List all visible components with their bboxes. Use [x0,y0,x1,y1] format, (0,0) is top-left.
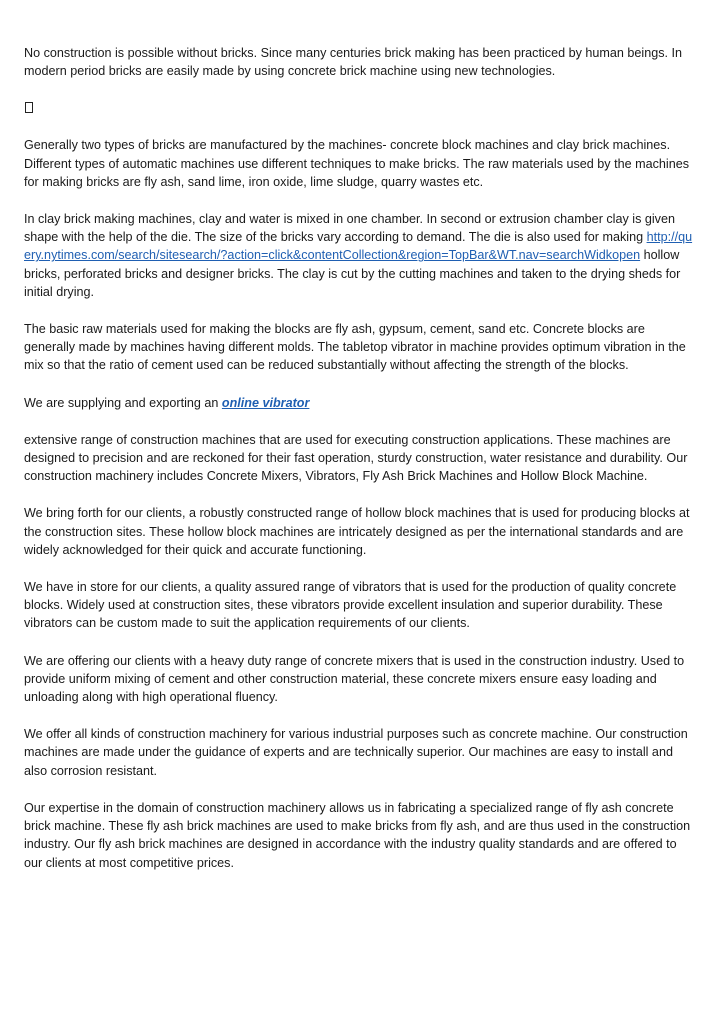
paragraph-vibrators: We have in store for our clients, a quality assured range of vibrators that is used for the production of quality concrete blocks. Widely used at construction sites, these vibrators provide excellent insulation and superior durability. These vibrators can be custom made to suit the application requirements of our clients. [24,580,677,631]
online-vibrator-link[interactable]: online vibrator [221,395,310,410]
paragraph-hollow-block: We bring forth for our clients, a robustly constructed range of hollow block machines that is used for producing blocks at the construction sites. These hollow block machines are intricately designed as per the international standards and are widely acknowledged for their quick and accurate functioning. [24,506,690,557]
article-body [24,44,698,891]
paragraph-concrete-mixers: We are offering our clients with a heavy duty range of concrete mixers that is used in the construction industry. Used to provide uniform mixing of cement and other construction material, these concrete mixers ensure easy loading and unloading along with high operational fluency. [24,653,685,705]
paragraph-brick-types: Generally two types of bricks are manufactured by the machines- concrete block machines and clay brick machines. Different types of automatic machines use different techniques to make bricks. The raw materials used by the machines for making bricks are fly ash, sand lime, iron oxide, lime sludge, quarry wastes etc. [24,138,690,189]
paragraph-raw-materials: The basic raw materials used for making the blocks are fly ash, gypsum, cement, sand etc. Concrete blocks are generally made by machines having different molds. The tabletop vibrator in machine provides optimum vibration in the mix so that the ratio of cement used can be reduced substantially without affecting the strength of the blocks. [24,322,686,373]
paragraph-clay-text-end: hollow bricks, perforated bricks and designer bricks. The clay is cut by the cutting machines and taken to the drying sheds for initial drying. [24,248,681,299]
missing-glyph-paragraph [24,99,698,117]
paragraph-supplying [24,394,698,412]
paragraph-supplying-text: We are supplying and exporting an [24,395,222,410]
missing-glyph-icon [25,102,33,113]
paragraph-clay-machines [24,210,698,301]
paragraph-clay-text-start: In clay brick making machines, clay and water is mixed in one chamber. In second or extrusion chamber clay is given shape with the help of the die. The size of the bricks vary according to demand. The die is also used for making [24,212,675,245]
paragraph-extensive-range: extensive range of construction machines that are used for executing construction applications. These machines are designed to precision and are reckoned for their fast operation, sturdy construction, water resistance and durability. Our construction machinery includes Concrete Mixers, Vibrators, Fly Ash Brick Machines and Hollow Block Machine. [24,432,688,484]
nytimes-search-link[interactable]: http://query.nytimes.com/search/sitesearch/?action=click&contentCollection&region=TopBar&WT.nav=searchWidkopen [24,230,693,263]
paragraph-fly-ash: Our expertise in the domain of construction machinery allows us in fabricating a specialized range of fly ash concrete brick machine. These fly ash brick machines are used to make bricks from fly ash, and are thus used in the construction industry. Our fly ash brick machines are designed in accordance with the industry quality standards and are offered to our clients at most competitive prices. [24,800,691,870]
paragraph-intro: No construction is possible without bricks. Since many centuries brick making has been practiced by human beings. In modern period bricks are easily made by using concrete brick machine using new technologies. [24,46,682,79]
paragraph-construction-machinery: We offer all kinds of construction machinery for various industrial purposes such as concrete machine. Our construction machines are made under the guidance of experts and are technically superior. Our machines are easy to install and also corrosion resistant. [24,727,688,778]
